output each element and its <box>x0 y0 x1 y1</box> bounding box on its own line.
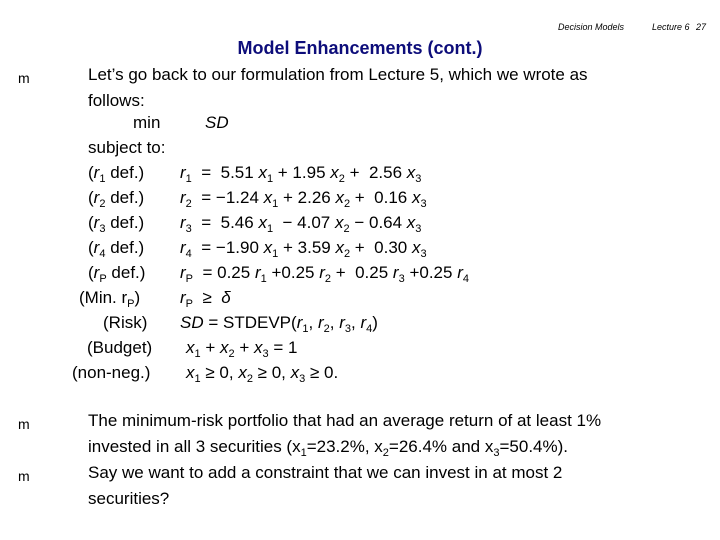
label-budget: (Budget) <box>87 338 153 357</box>
page-title: Model Enhancements (cont.) <box>237 38 483 58</box>
eq-rp: $r_P = 0.25$ $r_1 +0.25$ $r_2 + 0.25$ $r_3 +0.25$ $r_4$ <box>180 263 469 285</box>
eq-risk: SD = $STDEVP(r_1$, $r_2$, $r_3$, $r_4$) <box>180 313 378 335</box>
eq-min-rp: $r_P \ge \delta$ <box>180 288 231 310</box>
label-rp-def: ($r_P$ def.) <box>88 263 146 285</box>
label-risk: (Risk) <box>103 313 148 332</box>
label-r1-def: ($r_1$ def.) <box>88 163 145 185</box>
eq-r2: $r_2 = -1.24$ $x_1 + 2.26$ $x_2 + 0.16$ $x_3$ <box>180 188 427 210</box>
header-lecture: Lecture 6 <box>652 22 690 32</box>
eq-nonneg: $x_1 \ge 0$, $x_2 \ge 0$, $x_3 \ge 0$. <box>186 363 339 385</box>
eq-budget: $x_1 + x_2 + x_3 = 1$ <box>186 338 298 360</box>
objective: SD <box>205 113 229 132</box>
eq-r1: $r_1 = 5.51$ $x_1 + 1.95$ $x_2 + 2.56$ $x_3$ <box>180 163 422 185</box>
conclusion-line-4: securities? <box>88 489 170 508</box>
bullet-icon: m <box>18 416 30 432</box>
label-min-rp: (Min. $r_P$) <box>79 288 141 310</box>
bullet-icon: m <box>18 468 30 484</box>
label-r4-def: ($r_4$ def.) <box>88 238 145 260</box>
intro-text <box>88 62 588 114</box>
intro-line-2: follows: <box>88 91 145 110</box>
intro-line-1: Let’s go back to our formulation from Lecture 5, which we wrote as <box>88 65 588 84</box>
header-course: Decision Models <box>558 22 625 32</box>
conclusion-text <box>88 408 601 512</box>
bullet-icon: m <box>18 70 30 86</box>
eq-r4: $r_4 = -1.90$ $x_1 + 3.59$ $x_2 + 0.30$ $x_3$ <box>180 238 427 260</box>
eq-r3: $r_3 = 5.46$ $x_1 - 4.07$ $x_2 - 0.64$ $x_3$ <box>180 213 422 235</box>
conclusion-line-2: invested in all 3 securities ($x_1=23.2\%$, $x_2=26.4\%$ and $x_3=50.4\%$). <box>88 437 569 459</box>
conclusion-line-1: The minimum-risk portfolio that had an average return of at least 1% <box>88 411 602 430</box>
label-nonneg: (non-neg.) <box>72 363 151 382</box>
header-page: 27 <box>696 22 707 32</box>
label-r2-def: ($r_2$ def.) <box>88 188 145 210</box>
conclusion-line-3: Say we want to add a constraint that we can invest in at most 2 <box>88 463 563 482</box>
min-label: min <box>133 113 161 132</box>
label-r3-def: ($r_3$ def.) <box>88 213 145 235</box>
subject-to-label: subject to: <box>88 138 166 157</box>
